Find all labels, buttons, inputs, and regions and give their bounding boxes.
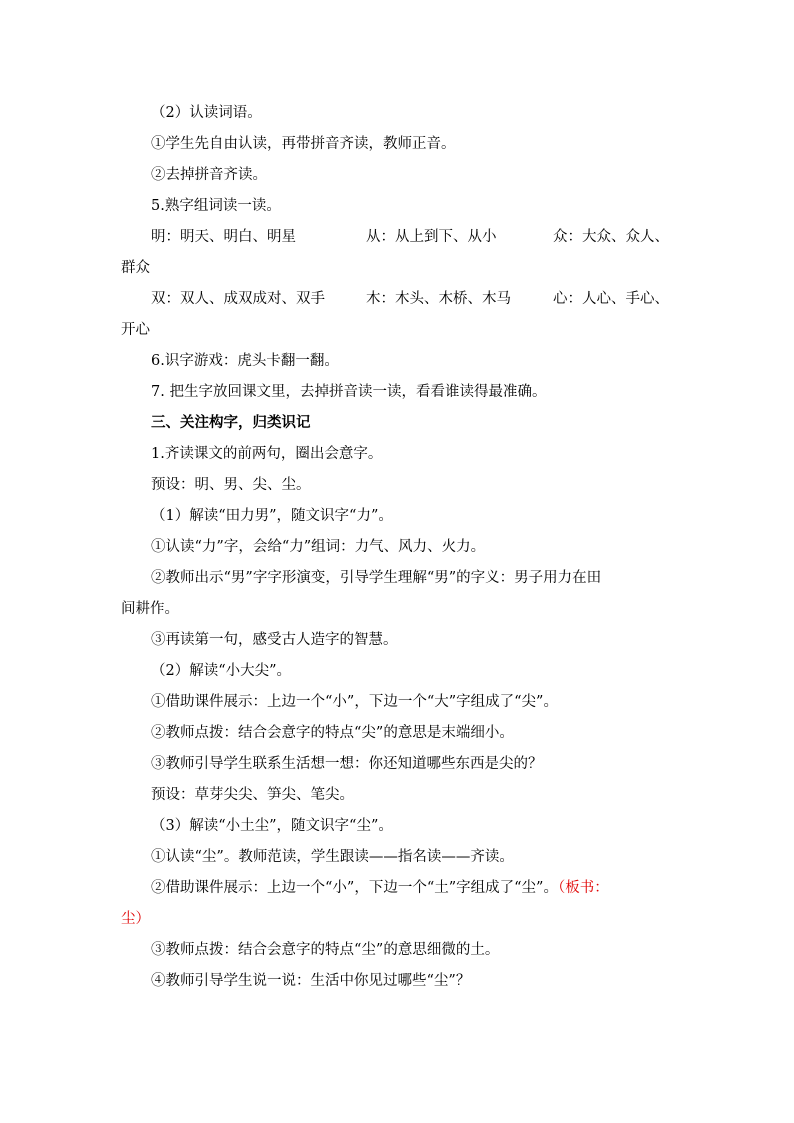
preset-2: 预设：草芽尖尖、笋尖、笔尖。 xyxy=(151,787,354,803)
sub-step-3-d: ④教师引导学生说一说：生活中你见过哪些“尘”？ xyxy=(151,973,471,989)
sub-step-3-b xyxy=(151,879,609,897)
step-return-text: 7. 把生字放回课文里，去掉拼音读一读，看看谁读得最准确。 xyxy=(151,384,547,400)
board-note-wrap: 尘） xyxy=(121,911,150,927)
word-group-ming: 明：明天、明白、明星 xyxy=(151,229,296,245)
sub-step-1: （1）解读“田力男”，随文识字“力”。 xyxy=(151,508,393,524)
step-familiar-words: 5.熟字组词读一读。 xyxy=(151,198,281,214)
sub-step-1-c: ③再读第一句，感受古人造字的智慧。 xyxy=(151,632,398,648)
section-heading-3: 三、关注构字，归类识记 xyxy=(151,414,311,431)
sub-step-1-b-wrap: 间耕作。 xyxy=(121,601,179,617)
step-game: 6.识字游戏：虎头卡翻一翻。 xyxy=(151,353,339,369)
sub-step-2-c: ③教师引导学生联系生活想一想：你还知道哪些东西是尖的？ xyxy=(151,756,543,772)
sub-step-2: （2）解读“小大尖”。 xyxy=(151,663,292,679)
sub-step-3-a: ①认读“尘”。教师范读，学生跟读——指名读——齐读。 xyxy=(151,849,514,865)
word-group-xin: 心：人心、手心、 xyxy=(553,291,669,307)
word-group-zhong: 众：大众、众人、 xyxy=(553,229,669,245)
preset-1: 预设：明、男、尖、尘。 xyxy=(151,477,311,493)
step-read-sentences: 1.齐读课文的前两句，圈出会意字。 xyxy=(151,446,383,462)
sub-step-3: （3）解读“小土尘”，随文识字“尘”。 xyxy=(151,818,393,834)
board-note: （板书： xyxy=(557,880,609,896)
step-remove-pinyin: ②去掉拼音齐读。 xyxy=(151,167,267,183)
word-group-mu: 木：木头、木桥、木马 xyxy=(366,291,511,307)
sub-step-3-c: ③教师点拨：结合会意字的特点“尘”的意思细微的土。 xyxy=(151,942,500,958)
step-free-read: ①学生先自由认读，再带拼音齐读，教师正音。 xyxy=(151,136,456,152)
sub-step-1-a: ①认读“力”字，会给“力”组词：力气、风力、火力。 xyxy=(151,539,486,555)
word-row-1-wrap: 群众 xyxy=(121,260,150,276)
word-group-cong: 从：从上到下、从小 xyxy=(366,229,497,245)
sub-step-3-b-text: ②借助课件展示：上边一个“小”，下边一个“土”字组成了“尘”。 xyxy=(151,880,558,896)
sub-step-2-a: ①借助课件展示：上边一个“小”，下边一个“大”字组成了“尖”。 xyxy=(151,694,558,710)
step-read-words: （2）认读词语。 xyxy=(151,105,262,121)
sub-step-1-b: ②教师出示“男”字字形演变，引导学生理解“男”的字义：男子用力在田 xyxy=(151,570,602,586)
word-row-2-wrap: 开心 xyxy=(121,322,150,338)
word-group-shuang: 双：双人、成双成对、双手 xyxy=(151,291,325,307)
sub-step-2-b: ②教师点拨：结合会意字的特点“尖”的意思是末端细小。 xyxy=(151,725,514,741)
